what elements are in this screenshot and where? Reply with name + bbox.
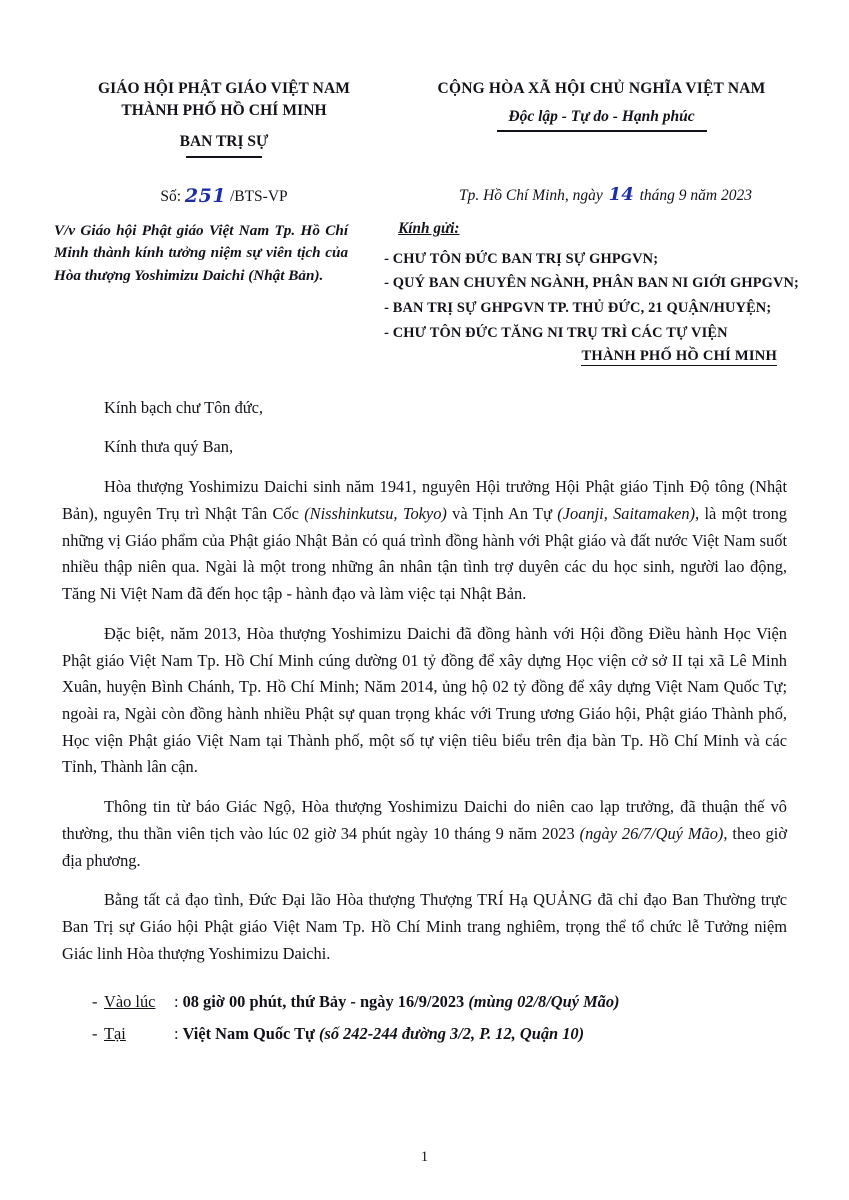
org-underline-rule [186, 156, 262, 158]
p1-part-a: Hòa thượng Yoshimizu Daichi sinh năm 1941, nguyên Hội trưởng Hội Phật giáo Tịnh Độ tông (Nhật Bản), nguyên Trụ trì Nhật Tân Cốc [62, 477, 787, 523]
national-motto-text: Độc lập - Tự do - Hạnh phúc [508, 108, 695, 125]
p1-part-b: và Tịnh An Tự [446, 503, 558, 523]
paragraph-1 [62, 474, 787, 608]
org-department [180, 131, 269, 158]
date-month-label: tháng [639, 186, 675, 204]
recipient-item-1: - CHƯ TÔN ĐỨC BAN TRỊ SỰ GHPGVN; [384, 250, 659, 267]
recipient-city-text: THÀNH PHỐ HỒ CHÍ MINH [581, 347, 777, 364]
paragraph-3 [62, 794, 787, 874]
detail-row-place [92, 1018, 787, 1050]
detail-dash-2: - [92, 1023, 98, 1043]
document-body [0, 365, 849, 968]
detail-key-2: Tại [104, 1023, 126, 1043]
national-heading [394, 78, 795, 132]
place-and-date [394, 184, 795, 206]
recipient-block [348, 220, 799, 365]
recipient-title: Kính gửi: [398, 219, 460, 237]
p3-italic: (ngày 26/7/Quý Mão) [579, 823, 724, 843]
detail-value-2-bold: Việt Nam Quốc Tự [182, 1023, 315, 1043]
p3-part-b: , theo giờ địa phương. [62, 823, 787, 870]
nation-title: CỘNG HÒA XÃ HỘI CHỦ NGHĨA VIỆT NAM [437, 80, 766, 97]
page-number: 1 [420, 1149, 429, 1165]
org-line-1: GIÁO HỘI PHẬT GIÁO VIỆT NAM [97, 80, 351, 97]
date-year-label: năm [690, 186, 718, 204]
p1-part-c: , là một trong những vị Giáo phẩm của Phật giáo Nhật Bản có quá trình đồng hành với Phật giáo và đất nước Việt Nam suốt nhiều thập niên qua. Ngài là một trong những ân nhân tận tình trợ duyên các du học sinh, người lao động, Tăng Ni Việt Nam đã đến học tập - hành đạo và làm việc tại Nhật Bản. [62, 503, 787, 604]
paragraph-4: Bằng tất cả đạo tình, Đức Đại lão Hòa thượng Thượng TRÍ Hạ QUẢNG đã chỉ đạo Ban Thường trực Ban Trị sự Giáo hội Phật giáo Việt Nam Tp. Hồ Chí Minh trang nghiêm, trọng thể tổ chức lễ Tưởng niệm Giác linh Hòa thượng Yoshimizu Daichi. [62, 890, 787, 963]
recipient-item-4: - CHƯ TÔN ĐỨC TĂNG NI TRỤ TRÌ CÁC TỰ VIỆN [384, 324, 728, 341]
paragraph-2: Đặc biệt, năm 2013, Hòa thượng Yoshimizu Daichi đã đồng hành với Hội đồng Điều hành Học Viện Phật giáo Việt Nam Tp. Hồ Chí Minh cúng dường 01 tỷ đồng để xây dựng Học viện cở sở II tại xã Lê Minh Xuân, huyện Bình Chánh, Tp. Hồ Chí Minh; Năm 2014, ủng hộ 02 tỷ đồng để xây dựng Việt Nam Quốc Tự; ngoài ra, Ngài còn đồng hành nhiều Phật sự quan trọng khác với Trung ương Giáo hội, Phật giáo Thành phố, Học viện Phật giáo Việt Nam tại Thành phố, một số tự viện tiêu biểu trên địa bàn Tp. Hồ Chí Minh và các Tỉnh, Thành lân cận. [62, 623, 787, 777]
detail-key-1: Vào lúc [104, 991, 156, 1011]
subject-line: V/v Giáo hội Phật giáo Việt Nam Tp. Hồ Chí Minh thành kính tưởng niệm sự viên tịch của Hòa thượng Yoshimizu Daichi (Nhật Bản). [54, 221, 349, 285]
detail-row-time [92, 986, 787, 1018]
document-number-suffix: /BTS-VP [229, 187, 288, 205]
subject-and-recipients [0, 206, 849, 365]
recipient-item-3: - BAN TRỊ SỰ GHPGVN TP. THỦ ĐỨC, 21 QUẬN/HUYỆN; [384, 300, 772, 317]
detail-dash-1: - [92, 991, 98, 1011]
document-number-value: 251 [184, 184, 227, 207]
org-line-2: THÀNH PHỐ HỒ CHÍ MINH [121, 102, 327, 119]
p1-italic-2: (Joanji, Saitamaken) [557, 503, 696, 523]
p1-italic-1: (Nisshinkutsu, Tokyo) [304, 503, 447, 523]
document-number-label: Số: [160, 187, 182, 205]
recipient-city [384, 348, 799, 365]
event-details [0, 982, 849, 1050]
date-year-value: 2023 [721, 186, 752, 204]
p3-part-a: Thông tin từ báo Giác Ngộ, Hòa thượng Yoshimizu Daichi do niên cao lạp trưởng, đã thuận thế vô thường, thu thần viên tịch vào lúc 02 giờ 34 phút ngày 10 tháng 9 năm 2023 [62, 797, 787, 843]
detail-value-2 [183, 1018, 585, 1050]
salutation-1: Kính bạch chư Tôn đức, [104, 397, 264, 417]
salutation-2: Kính thưa quý Ban, [104, 437, 234, 457]
detail-value-2-italic: (số 242-244 đường 3/2, P. 12, Quận 10) [318, 1023, 585, 1043]
document-header [0, 0, 849, 158]
issuing-organization [54, 78, 394, 158]
detail-sep-1: : [174, 991, 179, 1011]
document-number [54, 184, 394, 206]
date-day-value: 14 [608, 183, 634, 205]
org-department-label: BAN TRỊ SỰ [179, 133, 269, 150]
document-meta-row [0, 158, 849, 206]
detail-value-1-italic: (mùng 02/8/Quý Mão) [468, 991, 620, 1011]
date-month-value: 9 [678, 186, 687, 204]
detail-value-1 [183, 986, 620, 1018]
motto-underline-rule [497, 130, 707, 132]
recipient-item-2: - QUÝ BAN CHUYÊN NGÀNH, PHÂN BAN NI GIỚI GHPGVN; [384, 275, 799, 292]
detail-sep-2: : [174, 1023, 179, 1043]
national-motto [497, 106, 707, 132]
detail-value-1-bold: 08 giờ 00 phút, thứ Bảy - ngày 16/9/2023 [182, 991, 465, 1011]
place-date-prefix: Tp. Hồ Chí Minh, ngày [458, 186, 603, 204]
